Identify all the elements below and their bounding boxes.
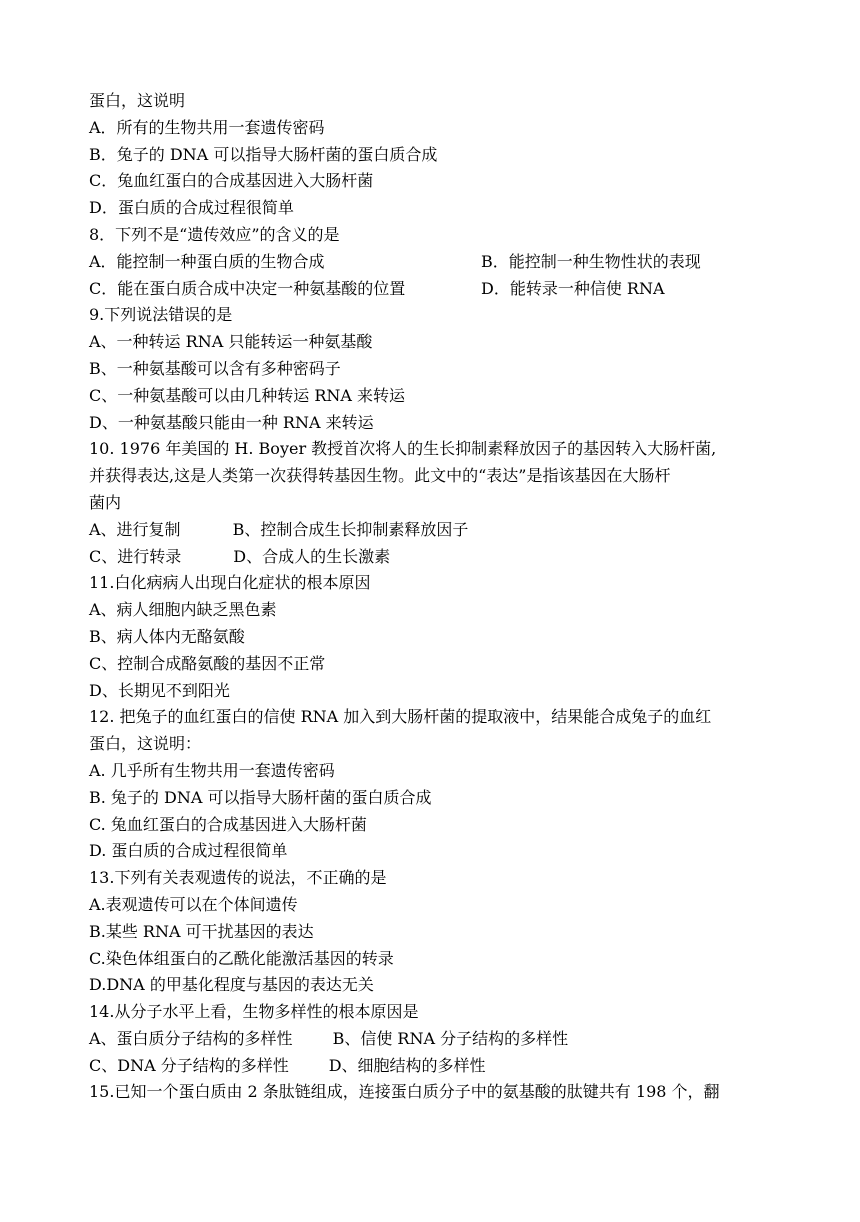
q10-option-d: D、合成人的生长激素 [233, 546, 391, 566]
q14-option-a: A、蛋白质分子结构的多样性 [89, 1028, 293, 1048]
q15-stem-line-1: 15.已知一个蛋白质由 2 条肽链组成，连接蛋白质分子中的氨基酸的肽键共有 198 个，翻 [89, 1082, 720, 1102]
q8-option-c: C．能在蛋白质合成中决定一种氨基酸的位置 [89, 278, 406, 298]
q7-option-a: A．所有的生物共用一套遗传密码 [89, 117, 325, 137]
q7-option-c: C．兔血红蛋白的合成基因进入大肠杆菌 [89, 171, 374, 191]
q12-stem-line-1: 12. 把兔子的血红蛋白的信使 RNA 加入到大肠杆菌的提取液中，结果能合成兔子的血红 [89, 707, 712, 727]
q10-stem-line-2: 并获得表达,这是人类第一次获得转基因生物。此文中的“表达”是指该基因在大肠杆 [89, 466, 671, 486]
q8-options-row-2 [89, 276, 774, 303]
q9-option-c: C、一种氨基酸可以由几种转运 RNA 来转运 [89, 385, 406, 405]
q12-option-d: D. 蛋白质的合成过程很简单 [89, 841, 288, 861]
q10-options-row-1 [89, 517, 774, 544]
q8-options-row-1 [89, 249, 774, 276]
q8-option-a: A．能控制一种蛋白质的生物合成 [89, 251, 325, 271]
q14-options-row-1 [89, 1026, 774, 1053]
q9-stem: 9.下列说法错误的是 [89, 305, 233, 325]
q12-option-c: C. 兔血红蛋白的合成基因进入大肠杆菌 [89, 814, 367, 834]
q11-option-a: A、病人细胞内缺乏黑色素 [89, 600, 277, 620]
q11-stem: 11.白化病病人出现白化症状的根本原因 [89, 573, 371, 593]
q10-stem-line-3: 菌内 [89, 492, 122, 512]
q9-option-a: A、一种转运 RNA 只能转运一种氨基酸 [89, 332, 373, 352]
q13-option-a: A.表观遗传可以在个体间遗传 [89, 894, 298, 914]
q9-option-b: B、一种氨基酸可以含有多种密码子 [89, 358, 341, 378]
q7-option-d: D．蛋白质的合成过程很简单 [89, 198, 294, 218]
q13-option-b: B.某些 RNA 可干扰基因的表达 [89, 921, 314, 941]
q13-option-c: C.染色体组蛋白的乙酰化能激活基因的转录 [89, 948, 394, 968]
q13-stem: 13.下列有关表观遗传的说法，不正确的是 [89, 868, 387, 888]
q14-stem: 14.从分子水平上看，生物多样性的根本原因是 [89, 1002, 419, 1022]
q10-stem-line-1: 10. 1976 年美国的 H. Boyer 教授首次将人的生长抑制素释放因子的基因转入大肠杆菌, [89, 439, 717, 459]
q12-option-b: B. 兔子的 DNA 可以指导大肠杆菌的蛋白质合成 [89, 787, 432, 807]
q10-option-c: C、进行转录 [89, 546, 182, 566]
q14-option-b: B、信使 RNA 分子结构的多样性 [332, 1028, 569, 1048]
q7-stem-tail: 蛋白，这说明 [89, 91, 186, 110]
q10-options-row-2 [89, 544, 774, 571]
q11-option-c: C、控制合成酪氨酸的基因不正常 [89, 653, 326, 673]
q13-option-d: D.DNA 的甲基化程度与基因的表达无关 [89, 975, 374, 995]
q10-option-a: A、进行复制 [89, 519, 181, 539]
q12-option-a: A. 几乎所有生物共用一套遗传密码 [89, 760, 335, 780]
q10-option-b: B、控制合成生长抑制素释放因子 [232, 519, 469, 539]
q11-option-b: B、病人体内无酪氨酸 [89, 626, 245, 646]
q7-option-b: B．兔子的 DNA 可以指导大肠杆菌的蛋白质合成 [89, 144, 438, 164]
q8-option-d: D．能转录一种信使 RNA [481, 278, 665, 298]
q14-option-c: C、DNA 分子结构的多样性 [89, 1055, 289, 1075]
q12-stem-line-2: 蛋白，这说明： [89, 734, 202, 754]
q11-option-d: D、长期见不到阳光 [89, 680, 230, 700]
document-page [89, 88, 774, 1106]
q9-option-d: D、一种氨基酸只能由一种 RNA 来转运 [89, 412, 374, 432]
q8-stem: 8．下列不是“遗传效应”的含义的是 [89, 224, 340, 244]
q14-options-row-2 [89, 1053, 774, 1080]
q14-option-d: D、细胞结构的多样性 [328, 1055, 486, 1075]
q8-option-b: B．能控制一种生物性状的表现 [481, 251, 701, 271]
